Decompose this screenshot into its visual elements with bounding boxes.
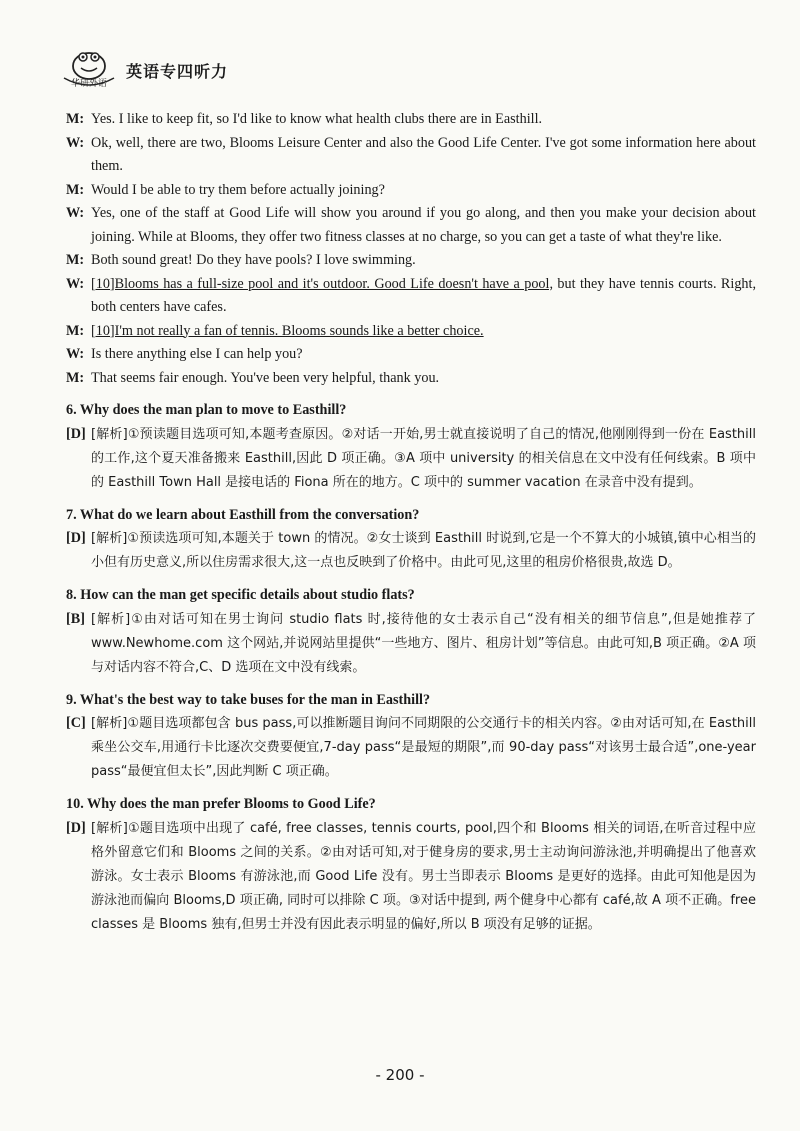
dialogue-line: [66, 132, 756, 179]
answer-explanation: [66, 527, 756, 575]
analysis-tag: [解析]: [91, 426, 128, 442]
question-block: [66, 504, 756, 576]
dialogue-text: [91, 273, 756, 320]
explanation-text: ①预读题目选项可知,本题考查原因。②对话一开始,男士就直接说明了自己的情况,他刚刚得到一份在 Easthill 的工作,这个夏天准备搬来 Easthill,因此 D 项正确。③A 项中 university 的相关信息在文中没有任何线索。B 项中的 Easthill Town Hall 是接电话的 Fiona 所在的地方。C 项中的 summer vacation 在录音中没有提到。: [91, 426, 756, 490]
dialogue-text: Would I be able to try them before actually joining?: [91, 181, 385, 198]
question-block: [66, 584, 756, 680]
answer-explanation: [66, 608, 756, 680]
dialogue-line: [66, 367, 756, 391]
dialogue-text: That seems fair enough. You've been very helpful, thank you.: [91, 369, 440, 386]
speaker-label: W:: [66, 346, 85, 362]
analysis-tag: [解析]: [91, 531, 128, 546]
speaker-label: M:: [66, 181, 85, 198]
page-content: [66, 108, 756, 937]
analysis-tag: [解析]: [91, 820, 128, 836]
question-text: 7. What do we learn about Easthill from the conversation?: [66, 506, 420, 523]
dialogue-line: [66, 179, 756, 203]
answer-label: [D]: [66, 425, 86, 442]
dialogue-line: [66, 249, 756, 273]
page-header: [60, 48, 760, 92]
explanation-text: ①题目选项都包含 bus pass,可以推断题目询问不同期限的公交通行卡的相关内容。②由对话可知,在 Easthill 乘坐公交车,用通行卡比逐次交费要便宜,7-day pass“是最短的期限”,而 90-day pass“对该男士最合适”,one-year pass“最便宜但太长”,因此判断 C 项正确。: [91, 716, 757, 779]
answer-label: [D]: [66, 819, 86, 836]
speaker-label: M:: [66, 252, 85, 268]
dialogue-line: [66, 108, 756, 132]
dialogue-transcript: [66, 108, 756, 390]
dialogue-text: [91, 320, 756, 344]
dialogue-text: Ok, well, there are two, Blooms Leisure Center and also the Good Life Center. I've got some information here about them.: [91, 134, 756, 174]
underlined-evidence: [10]I'm not really a fan of tennis. Blooms sounds like a better choice.: [91, 322, 484, 339]
speaker-label: W:: [66, 275, 85, 292]
underlined-evidence: [10]Blooms has a full-size pool and it's outdoor. Good Life doesn't have a pool,: [91, 275, 553, 292]
answer-label: [C]: [66, 715, 86, 731]
speaker-label: M:: [66, 111, 85, 127]
speaker-label: M:: [66, 369, 85, 386]
answer-explanation: [66, 817, 756, 937]
answer-label: [D]: [66, 530, 86, 546]
explanation-text: ①题目选项中出现了 café, free classes, tennis courts, pool,四个和 Blooms 相关的词语,在听音过程中应格外留意它们和 Blooms 之间的关系。②由对话可知,对于健身房的要求,男士主动询问游泳池,并明确提出了他喜欢游泳。女士表示 Blooms 有游泳池,而 Good Life 没有。男士当即表示 Blooms 是更好的选择。由此可知他是因为游泳池而偏向 Blooms,D 项正确, 同时可以排除 C 项。③对话中提到, 两个健身中心都有 café,故 A 项不正确。free classes 是 Blooms 独有,但男士并没有因此表示明显的偏好,所以 B 项没有足够的证据。: [91, 820, 756, 932]
analysis-tag: [解析]: [91, 611, 131, 627]
explanation-text: ①预读选项可知,本题关于 town 的情况。②女士谈到 Easthill 时说到,它是一个不算大的小城镇,镇中心相当的小但有历史意义,所以住房需求很大,这一点也反映到了价格中。由此可见,这里的租房价格很贵,故选 D。: [91, 531, 756, 570]
question-text: 6. Why does the man plan to move to Easthill?: [66, 402, 347, 418]
speaker-label: W:: [66, 205, 85, 221]
question-text: 10. Why does the man prefer Blooms to Good Life?: [66, 796, 376, 812]
analysis-tag: [解析]: [91, 716, 128, 731]
dialogue-text: Is there anything else I can help you?: [91, 346, 303, 362]
question-block: [66, 793, 756, 937]
explanation-text: ①由对话可知在男士询问 studio flats 时,接待他的女士表示自己“没有相关的细节信息”,但是她推荐了 www.Newhome.com 这个网站,并说网站里提供“一些地方、图片、租房计划”等信息。由此可知,B 项正确。②A 项与对话内容不符合,C、D 选项在文中没有线索。: [91, 611, 756, 675]
dialogue-line: [66, 273, 756, 320]
page-number: - 200 -: [375, 1066, 425, 1084]
question-text: 9. What's the best way to take buses for the man in Easthill?: [66, 691, 431, 708]
dialogue-line: [66, 202, 756, 249]
answer-explanation: [66, 712, 756, 784]
logo-text: 华研外语: [70, 79, 107, 89]
answer-label: [B]: [66, 610, 85, 627]
question-block: [66, 689, 756, 785]
dialogue-line: [66, 320, 756, 344]
speaker-label: W:: [66, 134, 85, 151]
book-title: 英语专四听力: [126, 61, 229, 81]
dialogue-text: Yes, one of the staff at Good Life will show you around if you go along, and then you make your decision about joining. While at Blooms, they offer two fitness classes at no charge, so you can get a taste of what they're like.: [91, 205, 756, 245]
publisher-logo: [60, 48, 118, 92]
question-block: [66, 399, 756, 495]
answer-explanation: [66, 423, 756, 495]
dialogue-text: Both sound great! Do they have pools? I love swimming.: [91, 252, 416, 268]
speaker-label: M:: [66, 322, 85, 339]
dialogue-text-rest: but they have tennis courts. Right, both centers have cafes.: [91, 275, 756, 315]
dialogue-line: [66, 343, 756, 367]
question-text: 8. How can the man get specific details about studio flats?: [66, 587, 415, 603]
dialogue-text: Yes. I like to keep fit, so I'd like to know what health clubs there are in Easthill.: [91, 111, 543, 127]
